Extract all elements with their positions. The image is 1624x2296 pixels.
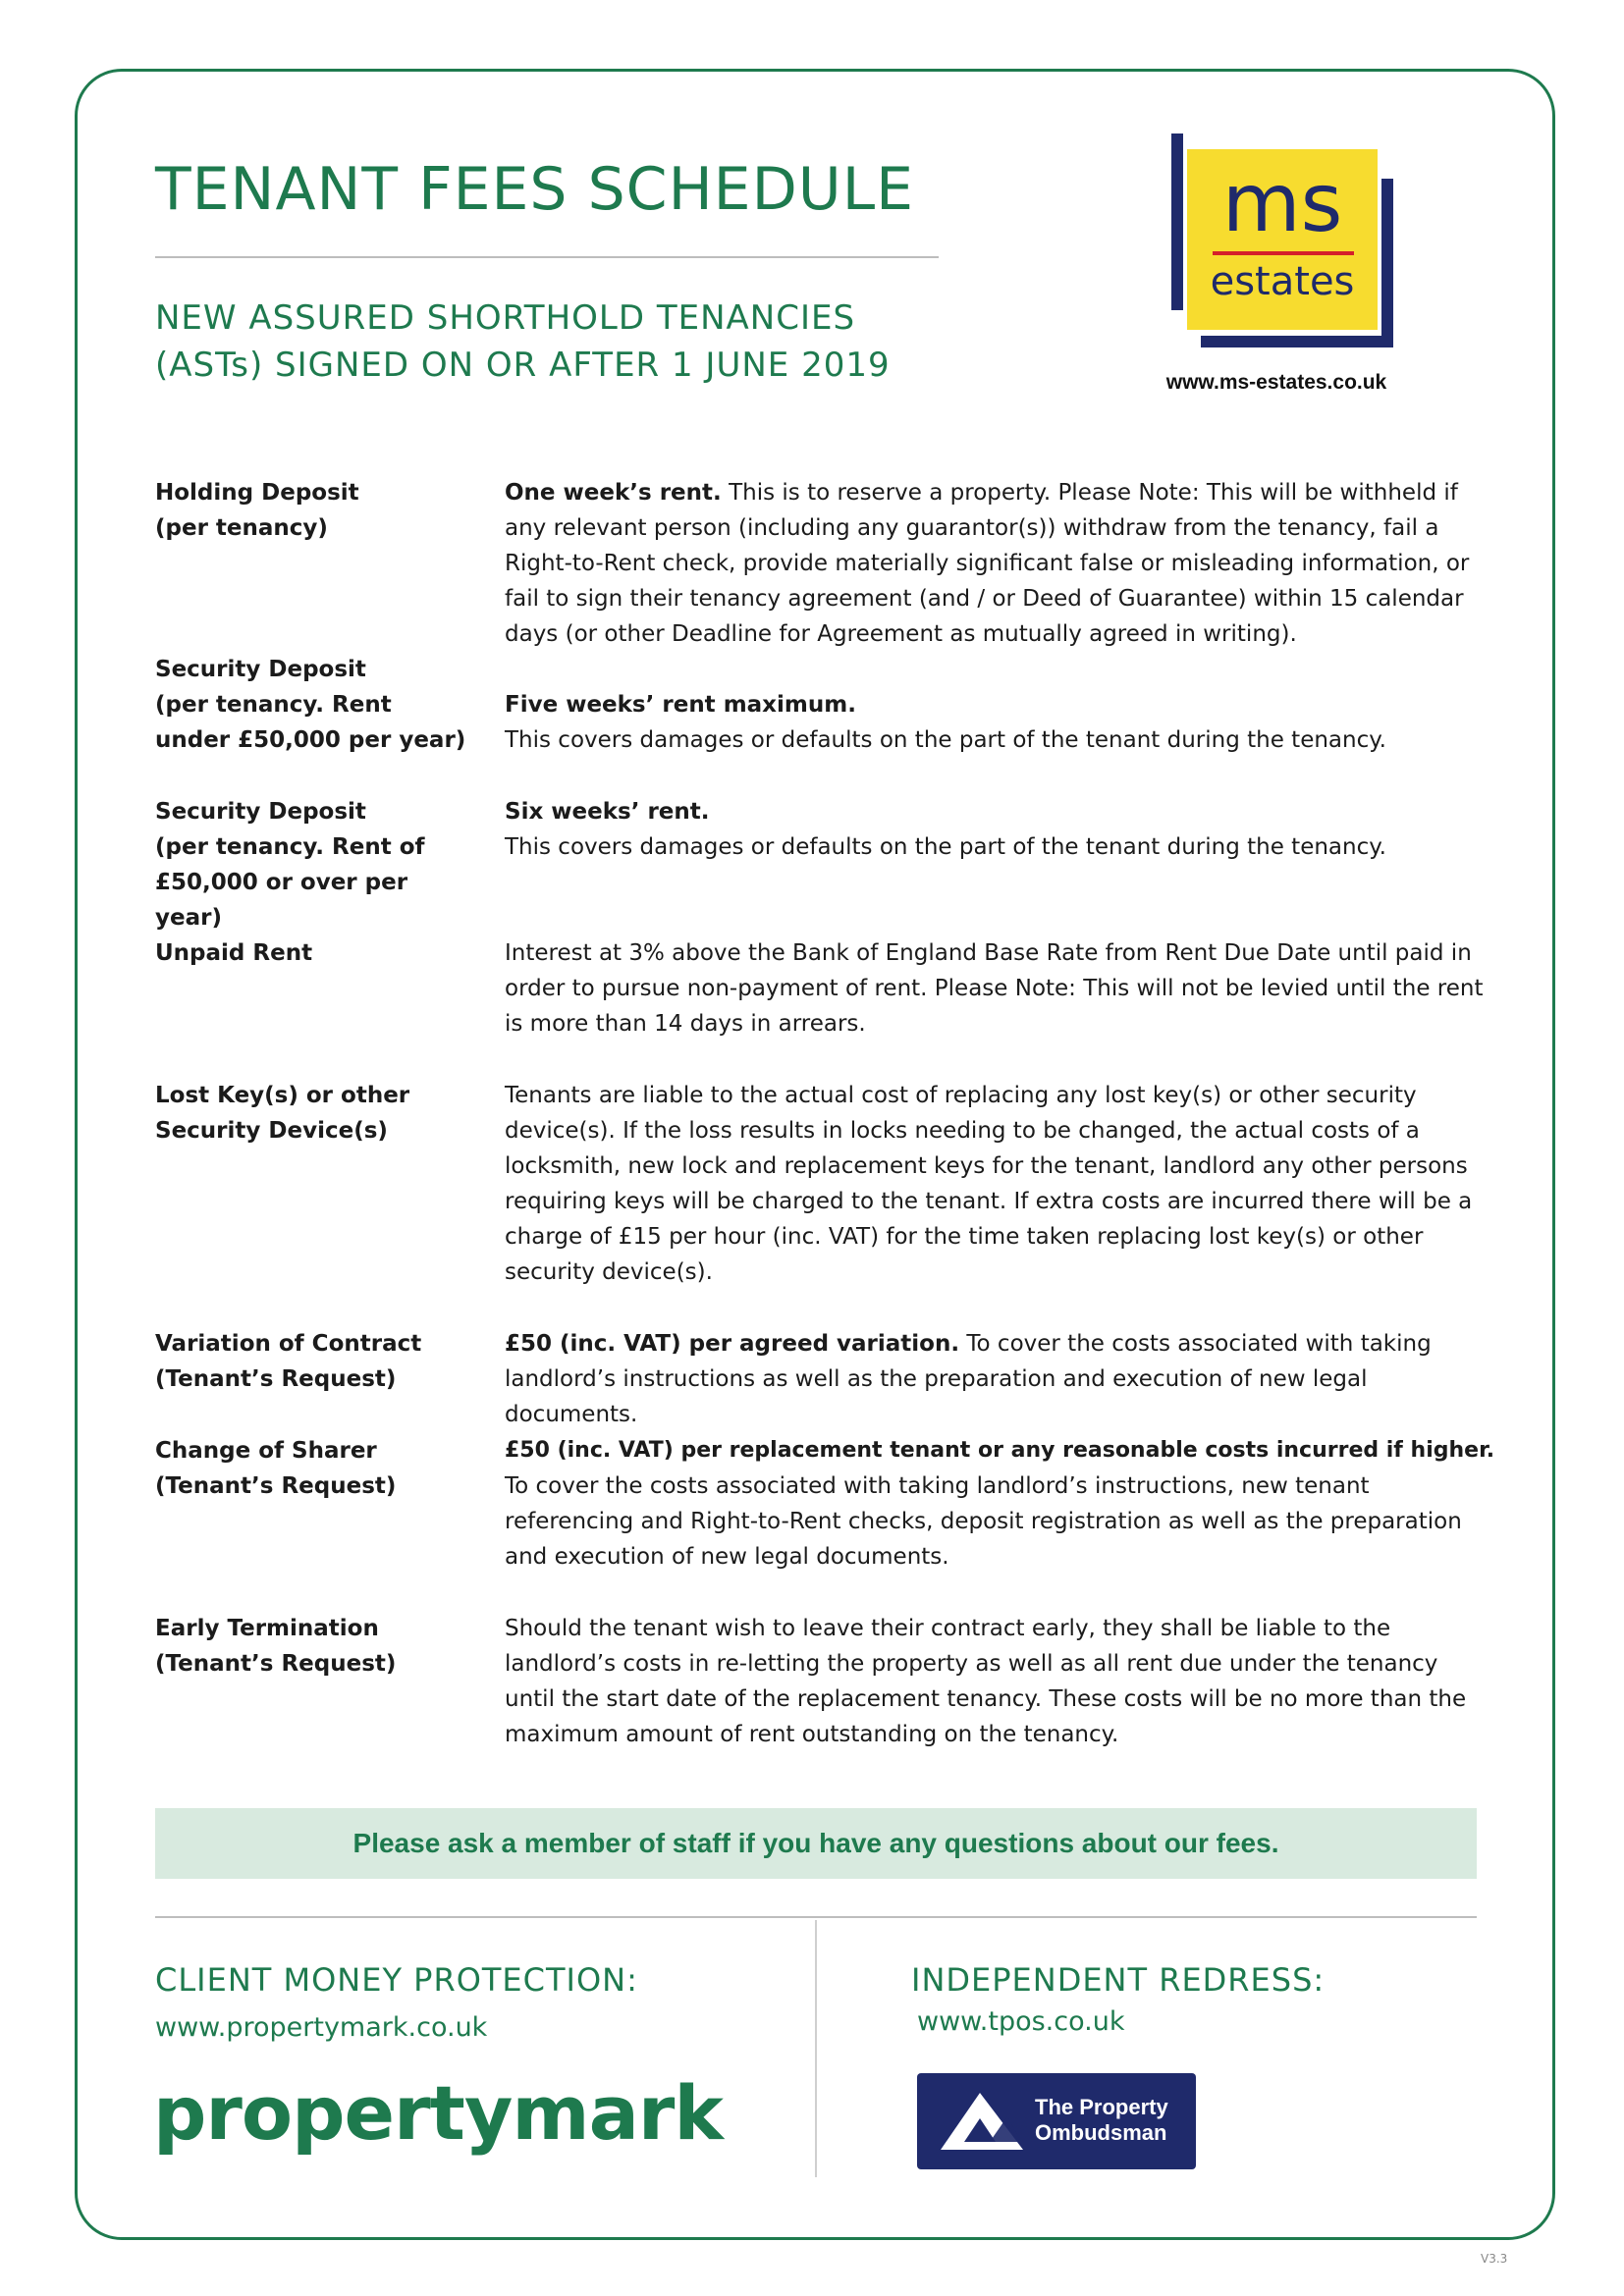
fee-label: Security Deposit (per tenancy. Rent under £50,000 per year): [155, 657, 466, 753]
fee-description: Should the tenant wish to leave their contract early, they shall be liable to the landlord’s costs in re-letting the property as well as all rent due under the tenancy until the start date of the replacement tenancy. These costs will be no more than the maximum amount of rent outstanding on the tenancy.: [505, 1616, 1467, 1747]
page-subtitle: [155, 294, 941, 389]
fee-description: £50 (inc. VAT) per replacement tenant or any reasonable costs incurred if higher. To cover the costs associated with taking landlord’s instructions, new tenant referencing and Right-to-Rent checks, deposit registration as well as the preparation and execution of new legal documents.: [505, 1438, 1495, 1570]
fee-description: Six weeks’ rent. This covers damages or defaults on the part of the tenant during the tenancy.: [505, 799, 1386, 860]
logo-ms-text: ms: [1221, 157, 1343, 250]
website-link[interactable]: www.ms-estates.co.uk: [1165, 371, 1387, 394]
fee-label: Holding Deposit (per tenancy): [155, 480, 359, 541]
footer-divider: [155, 1916, 1477, 1918]
fee-description: Interest at 3% above the Bank of England Base Rate from Rent Due Date until paid in order to pursue non-payment of rent. Please Note: This will not be levied until the rent is more than 14 days in arrears.: [505, 940, 1484, 1037]
subtitle-line-1: NEW ASSURED SHORTHOLD TENANCIES: [155, 298, 856, 338]
fee-label: Lost Key(s) or other Security Device(s): [155, 1083, 410, 1144]
tpos-link[interactable]: www.tpos.co.uk: [917, 2006, 1125, 2037]
fees-notice-banner: [155, 1808, 1477, 1879]
version-label: V3.3: [1481, 2252, 1508, 2266]
ombudsman-triangle-icon: [935, 2087, 1029, 2156]
ms-estates-logo: [1171, 133, 1393, 351]
fee-label: Variation of Contract (Tenant’s Request): [155, 1331, 422, 1392]
fee-label: Unpaid Rent: [155, 940, 313, 966]
title-divider: [155, 256, 939, 258]
ombudsman-logo-line-1: The Property: [1035, 2095, 1168, 2119]
fee-description: £50 (inc. VAT) per agreed variation. To cover the costs associated with taking landlord’s instructions as well as the preparation and execution of new legal documents.: [505, 1331, 1432, 1427]
fee-label: Change of Sharer (Tenant’s Request): [155, 1438, 397, 1499]
independent-redress-heading: INDEPENDENT REDRESS:: [911, 1961, 1326, 1999]
logo-estates-text: estates: [1210, 259, 1355, 304]
subtitle-line-2: (ASTs) SIGNED ON OR AFTER 1 JUNE 2019: [155, 346, 891, 385]
fee-label: Security Deposit (per tenancy. Rent of £50,000 or over per year): [155, 799, 425, 931]
client-money-heading: CLIENT MONEY PROTECTION:: [155, 1961, 638, 1999]
ombudsman-logo-line-2: Ombudsman: [1035, 2120, 1167, 2145]
fee-description: One week’s rent. This is to reserve a property. Please Note: This will be withheld if any relevant person (including any guarantor(s)) withdraw from the tenancy, fail a Right-to-Rent check, provide materially significant false or misleading information, or fail to sign their tenancy agreement (and / or Deed of Guarantee) within 15 calendar days (or other Deadline for Agreement as mutually agreed in writing).: [505, 480, 1470, 647]
propertymark-logo: propertymark: [153, 2069, 723, 2157]
fee-description: Five weeks’ rent maximum. This covers damages or defaults on the part of the tenant during the tenancy.: [505, 692, 1386, 753]
footer-column-divider: [815, 1920, 817, 2177]
fees-notice-text: Please ask a member of staff if you have any questions about our fees.: [352, 1828, 1279, 1858]
fee-description: Tenants are liable to the actual cost of replacing any lost key(s) or other security device(s). If the loss results in locks needing to be changed, the actual costs of a locksmith, new lock and replacement keys for the tenant, landlord any other persons requiring keys will be charged to the tenant. If extra costs are incurred there will be a charge of £15 per hour (inc. VAT) for the time taken replacing lost key(s) or other security device(s).: [505, 1083, 1473, 1285]
page-title: TENANT FEES SCHEDULE: [155, 155, 915, 224]
property-ombudsman-logo: [917, 2073, 1196, 2169]
fee-label: Early Termination (Tenant’s Request): [155, 1616, 397, 1677]
propertymark-link[interactable]: www.propertymark.co.uk: [155, 2012, 488, 2043]
